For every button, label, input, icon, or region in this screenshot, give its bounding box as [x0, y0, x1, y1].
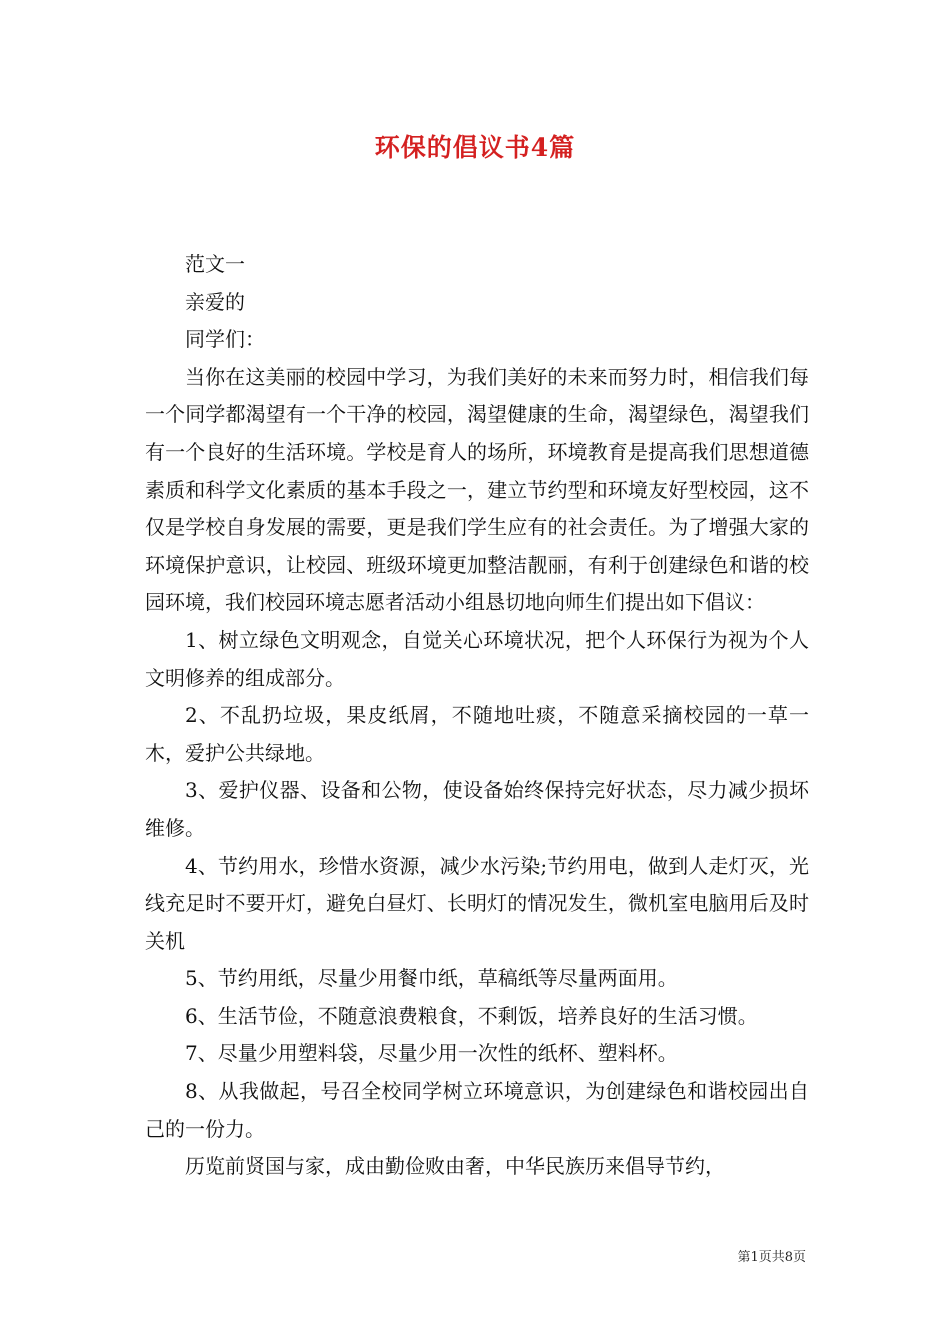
proposal-item-4: 4、节约用水，珍惜水资源，减少水污染;节约用电，做到人走灯灭，光线充足时不要开灯，避免白昼灯、长明灯的情况发生，微机室电脑用后及时关机 [145, 853, 809, 953]
intro-paragraph: 当你在这美丽的校园中学习，为我们美好的未来而努力时，相信我们每一个同学都渴望有一个干净的校园，渴望健康的生命，渴望绿色，渴望我们有一个良好的生活环境。学校是育人的场所，环境教育是提高我们思想道德素质和科学文化素质的基本手段之一，建立节约型和环境友好型校园，这不仅是学校自身发展的需要，更是我们学生应有的社会责任。为了增强大家的环境保护意识，让校园、班级环境更加整洁靓丽，有利于创建绿色和谐的校园环境，我们校园环境志愿者活动小组恳切地向师生们提出如下倡议： [145, 364, 809, 615]
proposal-item-1: 1、树立绿色文明观念，自觉关心环境状况，把个人环保行为视为个人文明修养的组成部分。 [145, 627, 809, 690]
proposal-item-5: 5、节约用纸，尽量少用餐巾纸，草稿纸等尽量两面用。 [185, 966, 678, 991]
proposal-item-6: 6、生活节俭，不随意浪费粮食，不剩饭，培养良好的生活习惯。 [185, 1003, 758, 1028]
proposal-item-2: 2、不乱扔垃圾，果皮纸屑，不随地吐痰，不随意采摘校园的一草一木，爱护公共绿地。 [145, 703, 809, 765]
proposal-item-7: 7、尽量少用塑料袋，尽量少用一次性的纸杯、塑料杯。 [185, 1041, 678, 1066]
salutation-line-2: 同学们： [185, 327, 265, 352]
document-title: 环保的倡议书4篇 [374, 133, 576, 162]
proposal-item-3: 3、爱护仪器、设备和公物，使设备始终保持完好状态，尽力减少损坏维修。 [145, 778, 809, 840]
salutation-line-1: 亲爱的 [185, 289, 245, 314]
proposal-item-8: 8、从我做起，号召全校同学树立环境意识，为创建绿色和谐校园出自己的一份力。 [145, 1079, 809, 1141]
document-body [145, 246, 809, 1186]
closing-paragraph: 历览前贤国与家，成由勤俭败由奢，中华民族历来倡导节约， [185, 1154, 725, 1179]
salutation-heading: 范文一 [185, 252, 245, 276]
page-number: 第1页共8页 [737, 1250, 806, 1265]
